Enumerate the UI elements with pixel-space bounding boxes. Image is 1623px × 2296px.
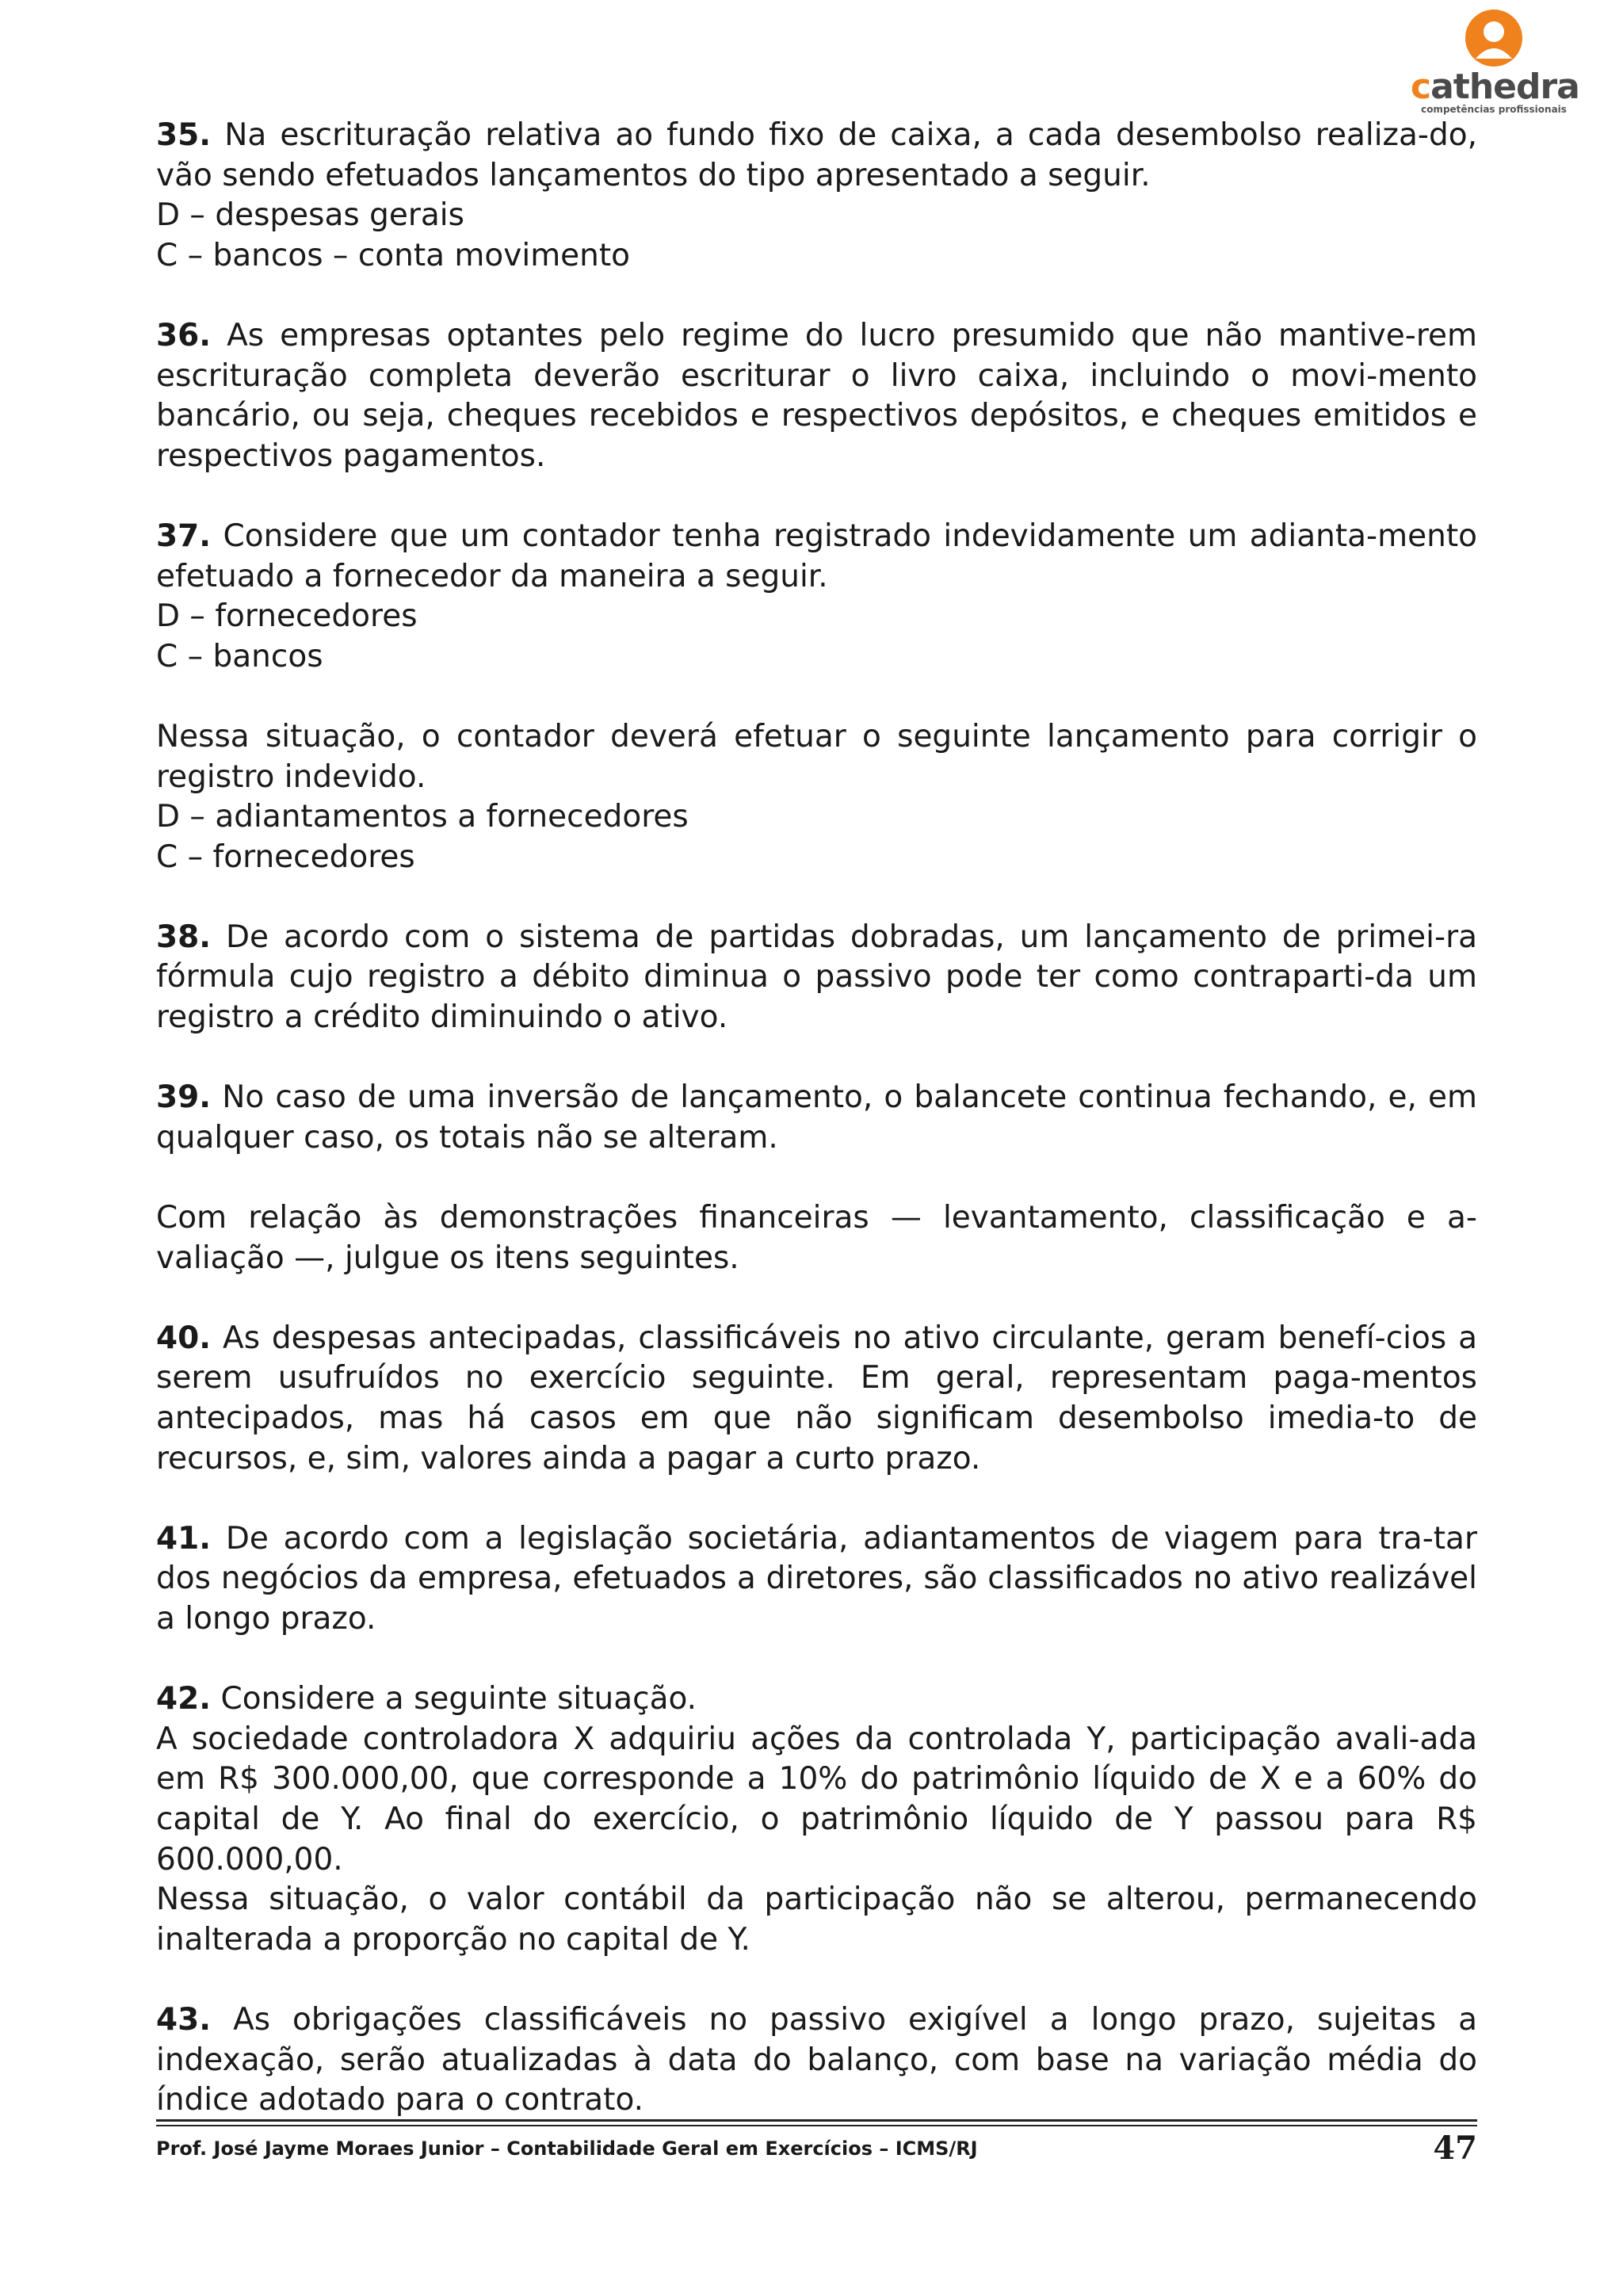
item-text	[156, 1319, 1477, 1479]
question-text: De acordo com o sistema de partidas dobradas, um lançamento de primei-ra fórmula cujo registro a débito diminua o passivo pode ter como contraparti-da um registro a crédito diminuindo o ativo.	[156, 919, 1477, 1036]
journal-entry-line: C – bancos – conta movimento	[156, 237, 631, 273]
question-number: 41.	[156, 1520, 212, 1557]
footer-rule-thick	[156, 2119, 1477, 2122]
question-number: 43.	[156, 2001, 212, 2038]
question-text: Na escrituração relativa ao fundo fixo de caixa, a cada desembolso realiza-do, vão sendo efetuados lançamentos do tipo apresentado a seguir.	[156, 117, 1477, 193]
question-item	[156, 1519, 1477, 1640]
question-item	[156, 1319, 1477, 1479]
item-text	[156, 517, 1477, 597]
item-text	[156, 1198, 1477, 1278]
question-item	[156, 316, 1477, 476]
item-paragraph: A sociedade controladora X adquiriu ações da controlada Y, participação avali-ada em R$ 300.000,00, que corresponde a 10% do patrimônio líquido de X e a 60% do capital de Y. Ao final do exercício, o patrimônio líquido de Y passou para R$ 600.000,00.	[156, 1721, 1477, 1878]
question-item	[156, 2000, 1477, 2121]
journal-entry-line: C – bancos	[156, 638, 323, 674]
question-text: As empresas optantes pelo regime do lucro presumido que não mantive-rem escrituração completa deverão escriturar o livro caixa, incluindo o movi-mento bancário, ou seja, cheques recebidos e respectivos depósitos, e cheques emitidos e respectivos pagamentos.	[156, 317, 1477, 474]
question-item	[156, 1679, 1477, 1960]
question-text: No caso de uma inversão de lançamento, o balancete continua fechando, e, em qualquer caso, os totais não se alteram.	[156, 1079, 1477, 1156]
question-number: 38.	[156, 919, 212, 955]
question-text: As despesas antecipadas, classificáveis no ativo circulante, geram benefí-cios a serem usufruídos no exercício seguinte. Em geral, representam paga-mentos antecipados, mas há casos em que não significam desembolso imedia-to de recursos, e, sim, valores ainda a pagar a curto prazo.	[156, 1320, 1477, 1477]
person-circle-icon	[1411, 6, 1577, 71]
question-number: 37.	[156, 518, 212, 554]
item-text	[156, 1519, 1477, 1640]
question-text: Considere que um contador tenha registrado indevidamente um adianta-mento efetuado a fornecedor da maneira a seguir.	[156, 518, 1477, 594]
cathedra-logo	[1411, 6, 1579, 115]
instruction-paragraph	[156, 717, 1477, 877]
question-item	[156, 116, 1477, 276]
logo-tagline: competências profissionais	[1421, 104, 1567, 115]
instruction-paragraph	[156, 1198, 1477, 1278]
question-text: Considere a seguinte situação.	[220, 1681, 697, 1717]
question-number: 39.	[156, 1079, 212, 1116]
question-text: De acordo com a legislação societária, adiantamentos de viagem para tra-tar dos negócios da empresa, efetuados a diretores, são classificados no ativo realizável a longo prazo.	[156, 1520, 1477, 1637]
question-number: 36.	[156, 317, 212, 353]
journal-entry-line: D – fornecedores	[156, 598, 418, 635]
journal-entry-line: D – adiantamentos a fornecedores	[156, 799, 689, 835]
page-footer	[156, 2119, 1477, 2174]
item-text	[156, 116, 1477, 196]
journal-entry-line: C – fornecedores	[156, 839, 415, 875]
question-item	[156, 517, 1477, 677]
item-text	[156, 316, 1477, 476]
question-number: 35.	[156, 117, 212, 153]
item-text	[156, 1679, 1477, 1720]
question-text: Com relação às demonstrações financeiras — levantamento, classificação e a-valiação —, julgue os itens seguintes.	[156, 1200, 1477, 1276]
item-paragraph: Nessa situação, o valor contábil da participação não se alterou, permanecendo inalterada a proporção no capital de Y.	[156, 1881, 1477, 1958]
question-item	[156, 1078, 1477, 1158]
item-text	[156, 2000, 1477, 2121]
item-text	[156, 918, 1477, 1038]
journal-entry-line: D – despesas gerais	[156, 197, 464, 234]
question-number: 40.	[156, 1320, 212, 1356]
question-text: Nessa situação, o contador deverá efetuar o seguinte lançamento para corrigir o registro indevido.	[156, 718, 1477, 795]
item-text	[156, 717, 1477, 797]
logo-wordmark: cathedra	[1411, 67, 1579, 107]
question-number: 42.	[156, 1681, 212, 1717]
item-text	[156, 1078, 1477, 1158]
footer-author-title: Prof. José Jayme Moraes Junior – Contabilidade Geral em Exercícios – ICMS/RJ	[156, 2137, 978, 2160]
question-item	[156, 918, 1477, 1038]
document-body	[156, 116, 1477, 2121]
question-text: As obrigações classificáveis no passivo exigível a longo prazo, sujeitas a indexação, serão atualizadas à data do balanço, com base na variação média do índice adotado para o contrato.	[156, 2001, 1477, 2118]
page-number: 47	[1433, 2129, 1477, 2167]
